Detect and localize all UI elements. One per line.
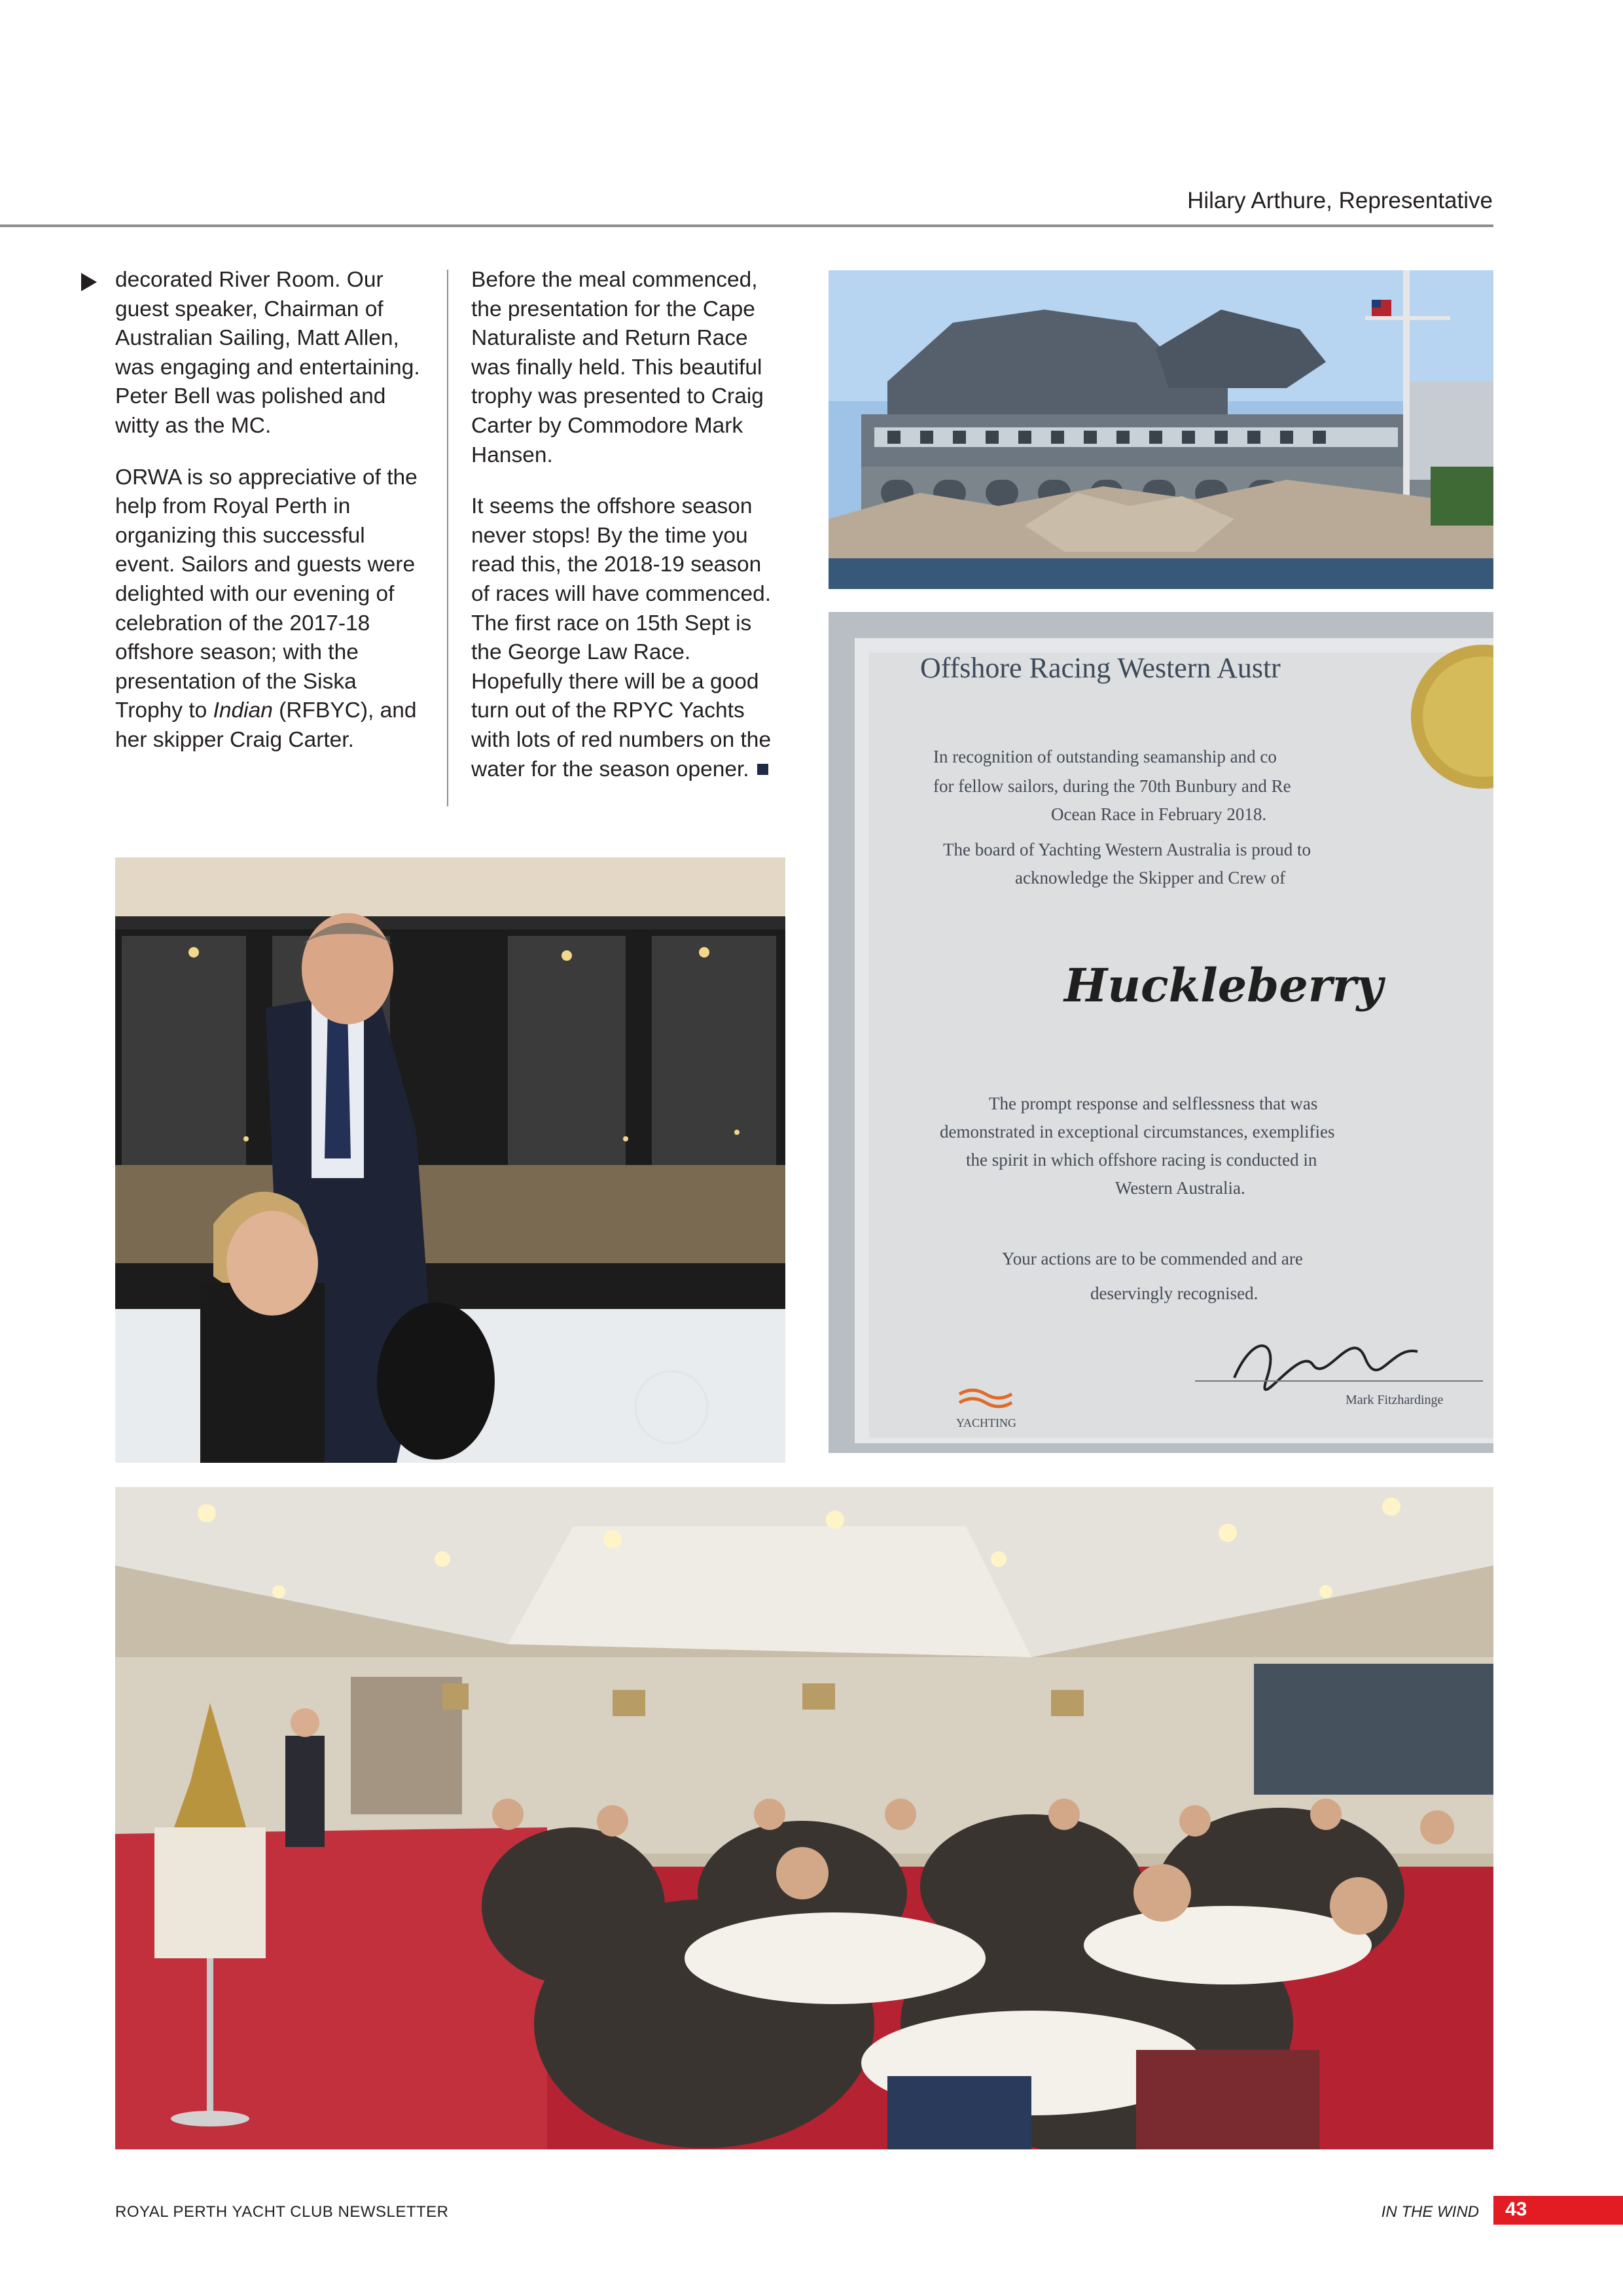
column-divider	[447, 270, 448, 806]
header-rule	[0, 224, 1493, 227]
speaker-photo	[115, 857, 785, 1463]
certificate-photo	[829, 612, 1493, 1453]
certificate-yacht-name: Huckleberry	[1064, 958, 1383, 1013]
text-run: (RFBYC), and her skipper Craig Carter.	[115, 698, 417, 752]
paragraph: Before the meal commenced, the presentation for the Cape Naturaliste and Return Race was finally held. This beautiful trophy was presented to Craig Carter by Commodore Mark Hansen.	[471, 268, 764, 467]
certificate-line: In recognition of outstanding seamanship and co	[933, 747, 1277, 766]
paragraph	[471, 492, 785, 784]
text-run: ORWA is so appreciative of the help from Royal Perth in organizing this successful event. Sailors and guests were delighted with our evening of celebration of the 2017-18 offshore season; with the presentation of the Siska Trophy to	[115, 465, 418, 723]
dining-room-photo	[115, 1487, 1493, 2149]
certificate-line: the spirit in which offshore racing is conducted in	[966, 1150, 1317, 1170]
end-mark-icon	[757, 764, 768, 775]
author-credit: Hilary Arthure, Representative	[1187, 188, 1493, 213]
footer-section-name: IN THE WIND	[1381, 2203, 1479, 2221]
certificate-line: Your actions are to be commended and are	[1002, 1249, 1303, 1268]
certificate-signatory: Mark Fitzhardinge	[1346, 1393, 1444, 1407]
certificate-line: demonstrated in exceptional circumstances, exemplifies	[940, 1122, 1335, 1141]
clubhouse-photo	[829, 270, 1493, 589]
paragraph: decorated River Room. Our guest speaker, Chairman of Australian Sailing, Matt Allen, was engaging and entertaining. Peter Bell was polished and witty as the MC.	[115, 268, 420, 438]
footer-newsletter-name: ROYAL PERTH YACHT CLUB NEWSLETTER	[115, 2203, 449, 2221]
text-run: It seems the offshore season never stops! By the time you read this, the 2018-19 season of races will have commenced. The first race on 15th Sept is the George Law Race. Hopefully there will be a good turn out of the RPYC Yachts with lots of red numbers on the water for the season opener.	[471, 494, 772, 781]
certificate-line: deservingly recognised.	[1090, 1283, 1258, 1303]
certificate-line: acknowledge the Skipper and Crew of	[1015, 868, 1286, 888]
page-number: 43	[1505, 2198, 1527, 2220]
certificate-line: The prompt response and selflessness that was	[989, 1094, 1318, 1113]
certificate-line: Ocean Race in February 2018.	[1051, 804, 1267, 824]
certificate-line: Western Australia.	[1115, 1178, 1245, 1198]
article-column-2	[471, 266, 785, 806]
certificate-line: The board of Yachting Western Australia is proud to	[943, 840, 1311, 859]
continuation-arrow-icon	[81, 273, 97, 291]
certificate-title: Offshore Racing Western Austr	[920, 652, 1281, 684]
certificate-logo-text: YACHTING	[956, 1416, 1016, 1429]
article-column-1	[115, 266, 423, 778]
certificate-line: for fellow sailors, during the 70th Bunbury and Re	[933, 776, 1291, 796]
paragraph	[115, 463, 423, 755]
boat-name: Indian	[213, 698, 273, 723]
